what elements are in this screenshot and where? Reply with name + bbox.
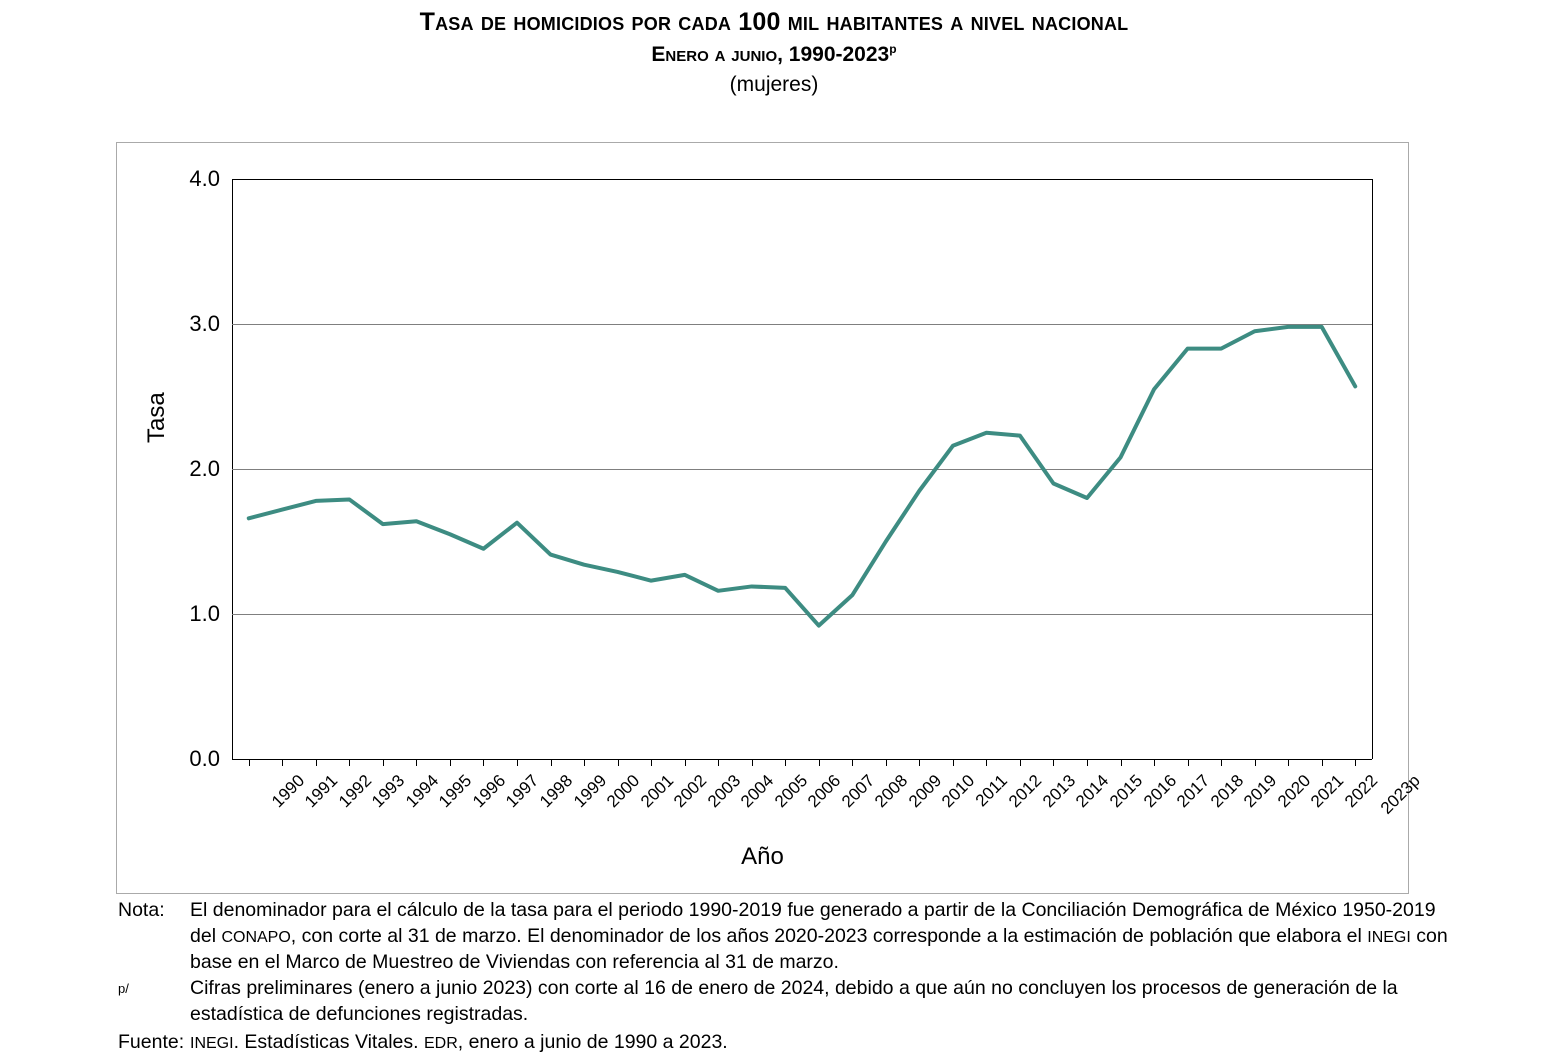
x-axis-tick-label: 2019 — [1240, 771, 1281, 812]
source-text-1: . Estadísticas Vitales. — [233, 1030, 424, 1053]
x-axis-tick — [1020, 759, 1021, 766]
preliminary-body: Cifras preliminares (enero a junio 2023) con corte al 16 de enero de 2024, debido a que aún no concluyen los procesos de generación de la estadística de defunciones registradas. — [190, 976, 1398, 1025]
x-axis-tick-label: 1996 — [469, 771, 510, 812]
x-axis-tick-label: 2020 — [1273, 771, 1314, 812]
preliminary-label: p/ — [118, 980, 129, 996]
x-axis-tick-label: 2018 — [1206, 771, 1247, 812]
subtitle-superscript: p — [889, 41, 897, 56]
y-axis-tick-label: 0.0 — [189, 746, 220, 771]
x-axis-tick-label: 1992 — [334, 771, 376, 812]
x-axis-tick-label: 1991 — [301, 771, 342, 812]
chart-container — [116, 142, 1424, 894]
x-axis-tick — [551, 759, 552, 766]
x-axis-tick-label: 1997 — [502, 771, 543, 812]
x-axis-tick — [584, 759, 585, 766]
x-axis-tick-label: 2013 — [1039, 771, 1080, 812]
x-axis-tick-label: 2016 — [1139, 771, 1180, 812]
x-axis-tick-label: 2022 — [1340, 771, 1381, 812]
y-axis-tick-label: 2.0 — [189, 456, 220, 481]
x-axis-tick-label: 2004 — [737, 771, 778, 812]
x-axis-tick — [752, 759, 753, 766]
x-axis-tick — [819, 759, 820, 766]
x-axis-tick — [852, 759, 853, 766]
source-edr: EDR — [423, 1034, 458, 1052]
note-label: Nota: — [118, 899, 165, 921]
x-axis-tick — [1255, 759, 1256, 766]
x-axis-tick — [1288, 759, 1289, 766]
footnotes — [118, 898, 1448, 1056]
x-axis-tick-label: 2014 — [1072, 771, 1113, 812]
x-axis-tick-label: 2017 — [1173, 771, 1214, 812]
title-line1-post: mil habitantes a nivel nacional — [780, 8, 1129, 36]
source-label: Fuente: — [118, 1030, 185, 1053]
note-text-1: El denominador para el cálculo de la tasa para el periodo 1990-2019 fue generado a partir de la Conciliación Demográfica de México 1950-2019 del — [190, 899, 1436, 947]
x-axis-tick-label: 2008 — [871, 771, 912, 812]
plot-right-border — [1372, 179, 1373, 759]
x-axis-tick-label: 2012 — [1005, 771, 1046, 812]
plot-bottom-border — [232, 759, 1372, 760]
note-row-preliminary — [118, 976, 1448, 1028]
x-axis-tick-label: 2007 — [837, 771, 879, 812]
x-axis-tick-label: 2005 — [770, 771, 811, 812]
x-axis-tick-label: 1995 — [435, 771, 476, 812]
x-axis-tick — [483, 759, 484, 766]
note-conapo: CONAPO — [221, 928, 291, 946]
x-axis-tick — [249, 759, 250, 766]
x-axis-tick — [618, 759, 619, 766]
source-inegi: INEGI — [190, 1034, 234, 1052]
page-subtitle — [0, 43, 1548, 67]
x-axis-tick-label: 2015 — [1106, 771, 1147, 812]
x-axis-tick — [1355, 759, 1356, 766]
x-axis-tick-label: 2021 — [1307, 771, 1348, 812]
note-row-nota — [118, 898, 1448, 976]
plot-area — [189, 166, 1424, 818]
title-block — [0, 0, 1548, 97]
x-axis-tick — [282, 759, 283, 766]
x-axis-tick-label: 2000 — [603, 771, 644, 812]
x-axis-tick — [651, 759, 652, 766]
x-axis-tick-label: 2001 — [636, 771, 677, 812]
title-line1-number: 100 — [738, 8, 781, 36]
note-inegi: INEGI — [1367, 928, 1411, 946]
x-axis-tick-label: 1990 — [267, 771, 309, 812]
page-title — [0, 8, 1548, 37]
note-row-source — [118, 1030, 1448, 1056]
x-axis-tick — [383, 759, 384, 766]
x-axis-tick-label: 1994 — [401, 771, 443, 812]
y-axis-tick-label: 1.0 — [189, 601, 220, 626]
x-axis-tick — [349, 759, 350, 766]
x-axis-tick-label: 1993 — [368, 771, 409, 812]
x-axis-tick — [1053, 759, 1054, 766]
x-axis-tick — [986, 759, 987, 766]
x-axis-tick-label: 1998 — [536, 771, 577, 812]
x-axis-tick — [450, 759, 451, 766]
page-subtitle-2: (mujeres) — [729, 72, 819, 96]
x-axis-tick-label: 2009 — [904, 771, 946, 812]
x-axis-tick-label: 1999 — [569, 771, 610, 812]
subtitle-text: Enero a junio, 1990-2023 — [651, 42, 890, 66]
x-axis-tick — [886, 759, 887, 766]
y-axis-tick-label: 4.0 — [189, 166, 220, 191]
x-axis-tick — [1221, 759, 1222, 766]
x-axis-tick — [1322, 759, 1323, 766]
x-axis-tick-label: 2002 — [670, 771, 711, 812]
x-axis-tick-label: 2003 — [703, 771, 744, 812]
x-axis-tick — [1087, 759, 1088, 766]
note-text-3: con base en el Marco de Muestreo de Viviendas con referencia al 31 de marzo. — [190, 924, 1448, 973]
x-axis-tick — [1188, 759, 1189, 766]
x-axis-tick — [1121, 759, 1122, 766]
x-axis-tick — [416, 759, 417, 766]
x-axis-tick — [785, 759, 786, 766]
x-axis-tick — [718, 759, 719, 766]
line-path — [249, 327, 1355, 626]
x-axis-tick — [517, 759, 518, 766]
x-axis-tick-label: 2006 — [804, 771, 845, 812]
note-body — [190, 898, 1448, 976]
y-axis-tick-label: 3.0 — [189, 311, 220, 336]
x-axis-tick — [953, 759, 954, 766]
note-text-2: , con corte al 31 de marzo. El denominador de los años 2020-2023 corresponde a la estimación de población que elabora el — [290, 924, 1368, 947]
x-axis-title: Año — [741, 843, 784, 870]
x-axis-tick — [919, 759, 920, 766]
x-axis-tick-label: 2010 — [938, 771, 979, 812]
source-text-2: , enero a junio de 1990 a 2023. — [457, 1030, 728, 1053]
x-axis-tick — [1154, 759, 1155, 766]
series-line — [232, 179, 1372, 759]
y-axis-title: Tasa — [143, 392, 170, 443]
x-axis-tick-label: 2011 — [971, 771, 1011, 811]
source-body — [190, 1030, 1448, 1056]
x-axis-tick-label: 2023p — [1377, 771, 1424, 818]
x-axis-tick — [316, 759, 317, 766]
title-line1-pre: Tasa de homicidios por cada — [419, 8, 739, 36]
x-axis-tick — [685, 759, 686, 766]
